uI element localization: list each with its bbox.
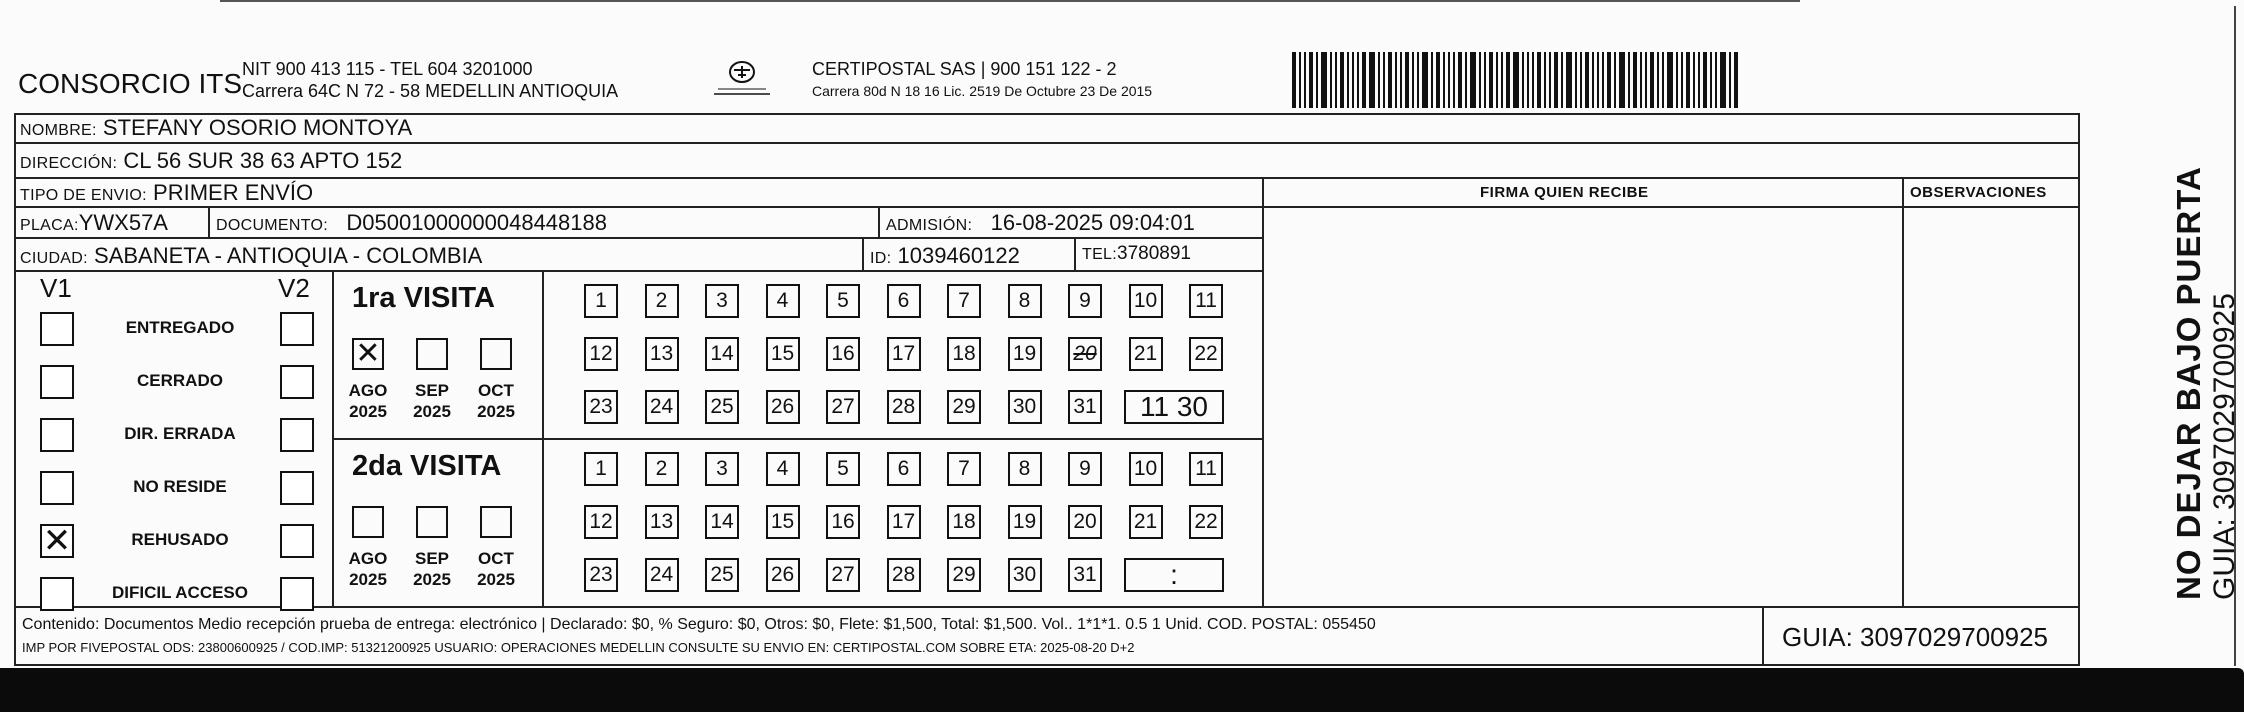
- month-checkbox[interactable]: [480, 506, 512, 538]
- barcode-bar: [1607, 52, 1611, 108]
- second-visit-title: 2da VISITA: [352, 450, 502, 482]
- day-box[interactable]: 8: [1008, 284, 1042, 318]
- day-box[interactable]: 30: [1008, 558, 1042, 592]
- day-box[interactable]: 11: [1189, 284, 1223, 318]
- company-info: [242, 58, 618, 102]
- day-box[interactable]: 15: [766, 337, 800, 371]
- day-box[interactable]: 24: [645, 558, 679, 592]
- barcode-bar: [1436, 52, 1440, 108]
- barcode-bar: [1720, 52, 1726, 108]
- barcode-bar: [1729, 52, 1731, 108]
- barcode-bar: [1458, 52, 1462, 108]
- barcode-bar: [1681, 52, 1683, 108]
- barcode-bar: [1470, 52, 1476, 108]
- nombre-value: STEFANY OSORIO MONTOYA: [102, 115, 413, 140]
- month-name: AGO: [348, 381, 388, 400]
- day-box[interactable]: 13: [645, 337, 679, 371]
- barcode-bar: [1628, 52, 1630, 108]
- documento-field: DOCUMENTO: D05001000000048448188: [216, 210, 607, 235]
- day-box[interactable]: 28: [887, 558, 921, 592]
- day-box[interactable]: 1: [584, 452, 618, 486]
- day-box[interactable]: 26: [766, 390, 800, 424]
- day-box[interactable]: 5: [826, 284, 860, 318]
- barcode-bar: [1566, 52, 1572, 108]
- month-name: OCT: [478, 381, 514, 400]
- certipostal-address: Carrera 80d N 18 16 Lic. 2519 De Octubre 23 De 2015: [812, 83, 1153, 99]
- visit-time-box[interactable]: :: [1124, 558, 1224, 592]
- day-box[interactable]: 25: [705, 558, 739, 592]
- barcode-bar: [1369, 52, 1375, 108]
- first-visit-title: 1ra VISITA: [352, 282, 495, 314]
- day-box[interactable]: 26: [766, 558, 800, 592]
- certipostal-logo-icon: [708, 56, 776, 100]
- barcode-bar: [1676, 52, 1678, 108]
- month-year: 2025: [477, 570, 515, 589]
- barcode-bar: [1479, 52, 1481, 108]
- grid-line: [334, 438, 1264, 440]
- barcode-bar: [1585, 52, 1589, 108]
- day-box[interactable]: 29: [947, 390, 981, 424]
- barcode-bar: [1532, 52, 1534, 108]
- barcode-bar: [1506, 52, 1510, 108]
- grid-line: [878, 206, 880, 238]
- barcode-bar: [1299, 52, 1301, 108]
- direccion-field: DIRECCIÓN: CL 56 SUR 38 63 APTO 152: [20, 148, 403, 173]
- day-box[interactable]: 31: [1068, 558, 1102, 592]
- grid-line: [1762, 607, 1764, 665]
- barcode-bar: [1316, 52, 1318, 108]
- day-box[interactable]: 31: [1068, 390, 1102, 424]
- barcode-bar: [1496, 52, 1498, 108]
- barcode-bar: [1417, 52, 1419, 108]
- month-name: OCT: [478, 549, 514, 568]
- day-box[interactable]: 9: [1068, 452, 1102, 486]
- company-name: CONSORCIO ITS: [18, 68, 243, 99]
- grid-line: [2078, 113, 2080, 666]
- barcode-bar: [1513, 52, 1519, 108]
- ciudad-field: CIUDAD: SABANETA - ANTIOQUIA - COLOMBIA: [20, 243, 483, 268]
- barcode-bar: [1640, 52, 1642, 108]
- barcode-bar: [1357, 52, 1359, 108]
- barcode-bar: [1352, 52, 1354, 108]
- placa-value: YWX57A: [78, 210, 168, 235]
- barcode-bar: [1619, 52, 1625, 108]
- status-label: DIFICIL ACCESO: [111, 583, 248, 602]
- barcode-bar: [1501, 52, 1503, 108]
- barcode-bar: [1710, 52, 1712, 108]
- tel-field: TEL:3780891: [1082, 243, 1191, 264]
- month-year: 2025: [349, 402, 387, 421]
- barcode-bar: [1592, 52, 1594, 108]
- barcode-bar: [1554, 52, 1558, 108]
- barcode-bar: [1693, 52, 1695, 108]
- barcode-bar: [1388, 52, 1392, 108]
- day-box[interactable]: 11: [1189, 452, 1223, 486]
- grid-line: [208, 206, 210, 238]
- observaciones-header: OBSERVACIONES: [1910, 184, 2047, 201]
- v2-checkbox[interactable]: [280, 365, 314, 399]
- month-year: 2025: [477, 402, 515, 421]
- barcode-bar: [1383, 52, 1385, 108]
- barcode-bar: [1561, 52, 1563, 108]
- day-box[interactable]: 6: [887, 284, 921, 318]
- barcode-bar: [1650, 52, 1654, 108]
- month-year: 2025: [413, 570, 451, 589]
- month-name: SEP: [414, 549, 450, 568]
- documento-value: D05001000000048448188: [346, 210, 607, 235]
- barcode-bar: [1703, 52, 1707, 108]
- month-year: 2025: [349, 570, 387, 589]
- month-checkbox[interactable]: [480, 338, 512, 370]
- barcode-bar: [1347, 52, 1349, 108]
- barcode-bar: [1309, 52, 1313, 108]
- top-border: [220, 0, 1800, 2]
- day-box[interactable]: 16: [826, 505, 860, 539]
- barcode-bar: [1645, 52, 1647, 108]
- month-checkbox[interactable]: [352, 506, 384, 538]
- barcode-bar: [1422, 52, 1428, 108]
- month-checkbox[interactable]: [416, 506, 448, 538]
- grid-line: [862, 237, 864, 271]
- ciudad-value: SABANETA - ANTIOQUIA - COLOMBIA: [94, 243, 483, 268]
- month-name: SEP: [414, 381, 450, 400]
- footer-content: Contenido: Documentos Medio recepción prueba de entrega: electrónico | Declarado: $0, % Seguro: $0, Otros: $0, Flete: $1,500, Total: $1,500. Vol.. 1*1*1. 0.5 1 Unid. COD. POSTAL: 055450: [22, 616, 1376, 633]
- barcode-bar: [1633, 52, 1637, 108]
- day-box[interactable]: 17: [887, 505, 921, 539]
- v2-checkbox[interactable]: [280, 471, 314, 505]
- day-box[interactable]: 23: [584, 558, 618, 592]
- nombre-field: NOMBRE: STEFANY OSORIO MONTOYA: [20, 115, 413, 140]
- barcode-bar: [1686, 52, 1690, 108]
- day-box[interactable]: 6: [887, 452, 921, 486]
- day-box[interactable]: 9: [1068, 284, 1102, 318]
- barcode-bar: [1405, 52, 1409, 108]
- month-label: [338, 380, 398, 422]
- guia-number: GUIA: 3097029700925: [1782, 622, 2048, 652]
- barcode-bar: [1448, 52, 1450, 108]
- status-label: CERRADO: [137, 371, 223, 390]
- grid-line: [14, 206, 1264, 208]
- v1-checkbox[interactable]: [40, 577, 74, 611]
- barcode-bar: [1330, 52, 1332, 108]
- v1-checkbox[interactable]: [40, 471, 74, 505]
- footer-print-info: IMP POR FIVEPOSTAL ODS: 23800600925 / COD.IMP: 51321200925 USUARIO: OPERACIONES MEDELLIN CONSULTE SU ENVIO EN: CERTIPOSTAL.COM SOBRE ETA: 2025-08-20 D+2: [22, 640, 1135, 655]
- firma-header: FIRMA QUIEN RECIBE: [1480, 184, 1649, 201]
- v2-checkbox[interactable]: [280, 312, 314, 346]
- v1-checkbox[interactable]: [40, 365, 74, 399]
- id-field: ID: 1039460122: [870, 243, 1020, 268]
- day-box[interactable]: 15: [766, 505, 800, 539]
- barcode-bar: [1412, 52, 1414, 108]
- barcode-bar: [1715, 52, 1717, 108]
- day-box[interactable]: 16: [826, 337, 860, 371]
- status-label: REHUSADO: [131, 530, 229, 549]
- status-label: DIR. ERRADA: [124, 424, 236, 443]
- barcode-bar: [1662, 52, 1664, 108]
- day-box[interactable]: 18: [947, 505, 981, 539]
- barcode-bar: [1575, 52, 1577, 108]
- barcode-bar: [1335, 52, 1337, 108]
- barcode-bar: [1537, 52, 1541, 108]
- grid-line: [14, 664, 2080, 666]
- barcode-bar: [1580, 52, 1582, 108]
- grid-line: [1262, 177, 1264, 607]
- month-checkbox[interactable]: ✕: [352, 338, 384, 370]
- side-label: [2170, 166, 2242, 600]
- barcode-bar: [1614, 52, 1616, 108]
- barcode-bar: [1321, 52, 1327, 108]
- month-label: [338, 548, 398, 590]
- day-box[interactable]: 7: [947, 452, 981, 486]
- day-box[interactable]: 2: [645, 284, 679, 318]
- v1-checkbox[interactable]: [40, 418, 74, 452]
- day-box[interactable]: 21: [1129, 505, 1163, 539]
- barcode-bar: [1378, 52, 1380, 108]
- day-box[interactable]: 27: [826, 558, 860, 592]
- grid-line: [14, 237, 1264, 239]
- company-nit: NIT 900 413 115 - TEL 604 3201000: [242, 59, 533, 79]
- v2-checkbox[interactable]: [280, 524, 314, 558]
- day-box[interactable]: 12: [584, 505, 618, 539]
- barcode: [1292, 52, 1922, 108]
- day-box[interactable]: 4: [766, 284, 800, 318]
- barcode-bar: [1667, 52, 1673, 108]
- day-box[interactable]: 5: [826, 452, 860, 486]
- barcode-bar: [1362, 52, 1366, 108]
- day-box[interactable]: 14: [705, 505, 739, 539]
- barcode-bar: [1489, 52, 1493, 108]
- grid-line: [14, 606, 2080, 608]
- barcode-bar: [1544, 52, 1546, 108]
- v2-checkbox[interactable]: [280, 577, 314, 611]
- day-box[interactable]: 3: [705, 284, 739, 318]
- month-label: [402, 548, 462, 590]
- day-box[interactable]: 20: [1068, 337, 1102, 371]
- month-checkbox[interactable]: [416, 338, 448, 370]
- month-year: 2025: [413, 402, 451, 421]
- day-box[interactable]: 3: [705, 452, 739, 486]
- day-box[interactable]: 4: [766, 452, 800, 486]
- day-box[interactable]: 30: [1008, 390, 1042, 424]
- day-box[interactable]: 20: [1068, 505, 1102, 539]
- day-box[interactable]: 29: [947, 558, 981, 592]
- grid-line: [14, 142, 2078, 144]
- v2-label: V2: [278, 273, 310, 303]
- admision-value: 16-08-2025 09:04:01: [990, 210, 1195, 235]
- day-box[interactable]: 25: [705, 390, 739, 424]
- status-label: NO RESIDE: [133, 477, 227, 496]
- day-box[interactable]: 21: [1129, 337, 1163, 371]
- day-box[interactable]: 18: [947, 337, 981, 371]
- tel-value: 3780891: [1117, 243, 1191, 264]
- grid-line: [1262, 206, 2078, 208]
- barcode-bar: [1465, 52, 1467, 108]
- day-box[interactable]: 10: [1129, 284, 1163, 318]
- direccion-value: CL 56 SUR 38 63 APTO 152: [123, 148, 403, 173]
- no-dejar-bajo-puerta: NO DEJAR BAJO PUERTA: [2170, 166, 2207, 600]
- barcode-bar: [1443, 52, 1445, 108]
- barcode-bar: [1698, 52, 1700, 108]
- visit-time-box[interactable]: 11 30: [1124, 390, 1224, 424]
- certipostal-info: [812, 58, 1152, 102]
- barcode-bar: [1400, 52, 1402, 108]
- side-guia-number: GUIA: 3097029700925: [2208, 293, 2241, 600]
- grid-line: [14, 270, 1264, 272]
- day-box[interactable]: 22: [1189, 505, 1223, 539]
- day-box[interactable]: 23: [584, 390, 618, 424]
- v2-checkbox[interactable]: [280, 418, 314, 452]
- day-box[interactable]: 1: [584, 284, 618, 318]
- day-box[interactable]: 12: [584, 337, 618, 371]
- barcode-bar: [1597, 52, 1599, 108]
- month-label: [402, 380, 462, 422]
- day-box[interactable]: 28: [887, 390, 921, 424]
- barcode-bar: [1734, 52, 1738, 108]
- v1-checkbox[interactable]: [40, 312, 74, 346]
- company-address: Carrera 64C N 72 - 58 MEDELLIN ANTIOQUIA: [242, 81, 619, 101]
- day-box[interactable]: 27: [826, 390, 860, 424]
- barcode-bar: [1522, 52, 1524, 108]
- barcode-bar: [1304, 52, 1306, 108]
- day-box[interactable]: 2: [645, 452, 679, 486]
- barcode-bar: [1602, 52, 1604, 108]
- tipo-envio-field: TIPO DE ENVIO: PRIMER ENVÍO: [20, 180, 314, 205]
- grid-line: [14, 177, 2078, 179]
- day-box[interactable]: 14: [705, 337, 739, 371]
- barcode-bar: [1527, 52, 1529, 108]
- id-value: 1039460122: [897, 243, 1020, 268]
- barcode-bar: [1549, 52, 1551, 108]
- barcode-bar: [1431, 52, 1433, 108]
- day-box[interactable]: 19: [1008, 337, 1042, 371]
- day-box[interactable]: 8: [1008, 452, 1042, 486]
- day-box[interactable]: 13: [645, 505, 679, 539]
- grid-line: [1074, 237, 1076, 271]
- status-label: ENTREGADO: [125, 318, 235, 337]
- barcode-bar: [1395, 52, 1397, 108]
- month-name: AGO: [348, 549, 388, 568]
- barcode-bar: [1292, 52, 1296, 108]
- certipostal-nit: CERTIPOSTAL SAS | 900 151 122 - 2: [812, 59, 1117, 79]
- month-label: [466, 380, 526, 422]
- barcode-bar: [1340, 52, 1344, 108]
- grid-line: [14, 113, 16, 666]
- day-box[interactable]: 10: [1129, 452, 1163, 486]
- day-box[interactable]: 17: [887, 337, 921, 371]
- v1-label: V1: [40, 273, 72, 303]
- barcode-bar: [1453, 52, 1455, 108]
- day-box[interactable]: 22: [1189, 337, 1223, 371]
- admision-field: ADMISIÓN: 16-08-2025 09:04:01: [886, 210, 1195, 235]
- placa-field: PLACA:YWX57A: [20, 210, 168, 235]
- barcode-bar: [1657, 52, 1659, 108]
- barcode-bar: [1484, 52, 1486, 108]
- tipo-envio-value: PRIMER ENVÍO: [153, 180, 314, 205]
- month-label: [466, 548, 526, 590]
- v1-checkbox[interactable]: ✕: [40, 524, 74, 558]
- grid-line: [1902, 177, 1904, 607]
- day-box[interactable]: 19: [1008, 505, 1042, 539]
- scan-shadow-band: [0, 668, 2244, 712]
- day-box[interactable]: 7: [947, 284, 981, 318]
- day-box[interactable]: 24: [645, 390, 679, 424]
